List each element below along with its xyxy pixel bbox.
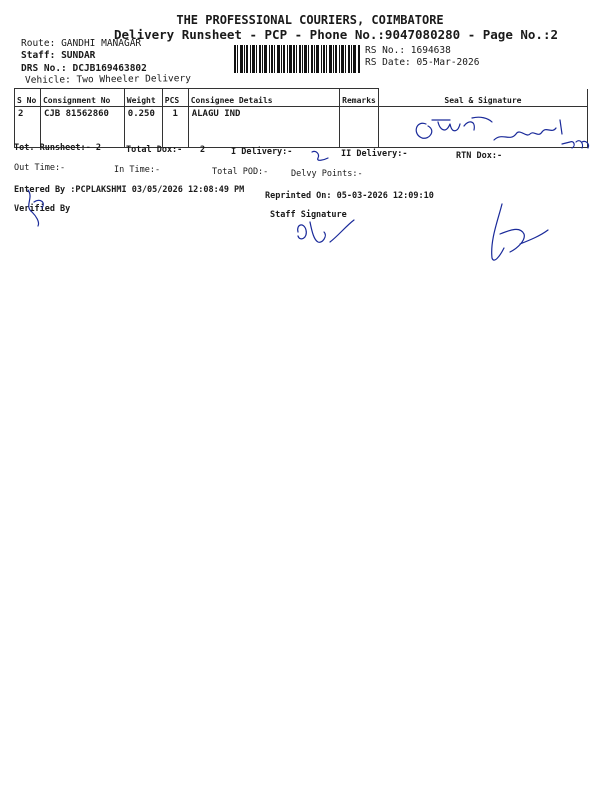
col-remarks: Remarks [340,89,379,107]
rs-no-label: RS No.: [365,45,406,56]
entered-by: Entered By :PCPLAKSHMI 03/05/2026 12:08:49 PM [14,185,245,195]
drs-value: DCJB169463802 [72,63,147,74]
col-seal: Seal & Signature [378,89,587,107]
rs-no-value: 1694638 [410,45,451,56]
route-line [21,38,141,49]
route-value: GANDHI MANAGAR [61,38,142,49]
col-pcs: PCS [162,89,188,107]
staff-label: Staff: [21,50,56,61]
reprinted-on: Reprinted On: 05-03-2026 12:09:10 [265,191,434,201]
col-consignee: Consignee Details [188,89,339,107]
vehicle-label: Vehicle: [24,74,71,86]
cell-sno: 2 [15,106,41,147]
i-delivery-label: I Delivery:- [231,147,293,157]
in-time-label: In Time:- [114,165,161,175]
rs-date-value: 05-Mar-2026 [416,57,480,68]
rtn-dox-label: RTN Dox:- [456,151,503,161]
cell-remarks [340,106,379,147]
out-time-label: Out Time:- [14,163,66,173]
cell-consignee: ALAGU IND [188,106,339,147]
delivery-tick-icon [310,148,334,164]
rs-date-line [365,57,479,68]
cell-pcs: 1 [162,106,188,147]
vehicle-line [25,73,191,86]
staff-line [21,50,95,61]
ii-delivery-label: II Delivery:- [341,149,408,159]
company-name: THE PROFESSIONAL COURIERS, COIMBATORE [176,13,444,27]
verifier-signature-icon [480,196,550,266]
table-header-row [15,89,588,107]
consignee-signature-icon [410,112,590,152]
col-weight: Weight [124,89,162,107]
vehicle-value: Two Wheeler Delivery [76,73,191,86]
drs-line [21,63,147,74]
col-sno: S No [15,89,41,107]
barcode [234,45,360,73]
cell-weight: 0.250 [124,106,162,147]
rs-no-line [365,45,451,56]
drs-label: DRS No.: [21,63,67,74]
staff-value: SUNDAR [61,50,96,61]
verifier-initial-icon [20,188,50,228]
total-dox-label: Total Dox:- [126,145,183,155]
delvy-points-label: Delvy Points:- [291,169,363,179]
rs-date-label: RS Date: [365,57,411,68]
tot-runsheet: Tot. Runsheet:- 2 [14,143,101,153]
total-dox-value: 2 [200,145,206,155]
col-consignment: Consignment No [40,89,124,107]
staff-signature-icon [292,214,356,248]
runsheet-title: Delivery Runsheet - PCP - Phone No.:9047080280 - Page No.:2 [114,27,559,42]
verified-by: Verified By [14,204,71,214]
route-label: Route: [21,38,56,49]
cell-consignment: CJB 81562860 [40,106,124,147]
staff-signature-label: Staff Signature [270,210,347,220]
total-pod-label: Total POD:- [212,167,269,177]
